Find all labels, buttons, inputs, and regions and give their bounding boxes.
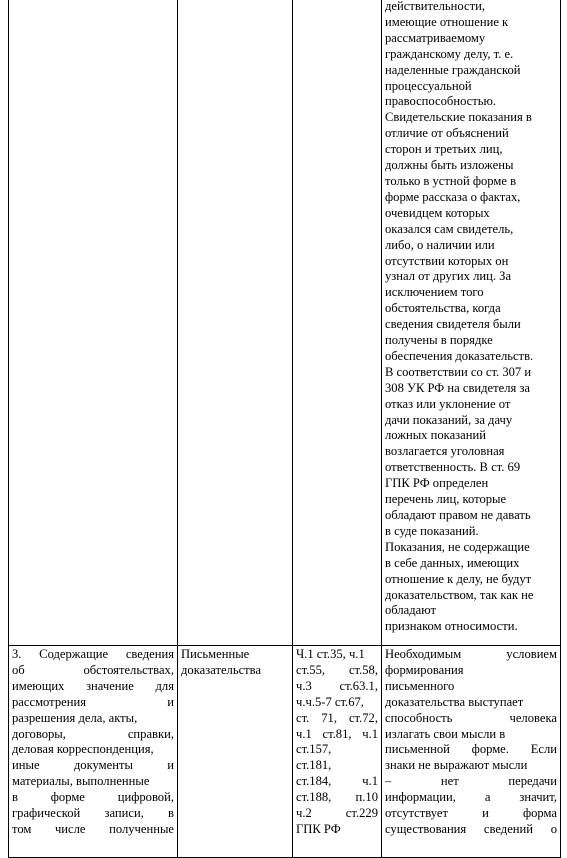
text-line: признаком относимости. [385,619,518,634]
row1-type-cell [178,0,293,646]
text-line: 308 УК РФ на свидетеля за [385,380,531,395]
text-line: ч.3 ст.63.1, [296,678,378,693]
text-line: доказательства [181,662,262,677]
row2-articles-text [296,647,378,838]
text-line: в себе данных, имеющих [385,555,520,570]
text-line: ст. 71, ст.72, [296,710,378,725]
text-line: отличие от объяснений [385,126,509,141]
row2-description-text [385,647,557,838]
text-line: об обстоятельствах, [12,662,174,677]
text-line: знаки не выражают мысли [385,758,528,773]
text-line: 3. Содержащие сведения [12,647,174,661]
text-line: существования сведений о [385,821,557,836]
text-line: информации, а значит, [385,790,557,805]
text-line: материалы, выполненные [12,774,150,789]
text-line: рассматриваемому [385,30,486,45]
text-line: ложных показаний [385,428,486,443]
text-line: письменной форме. Если [385,742,557,757]
text-line: узнал от других лиц. За [385,269,512,284]
text-line: имеющих значение для [12,678,174,693]
text-line: Свидетельские показания в [385,110,532,125]
text-line: отсутствии которых он [385,253,509,268]
text-line: дачи показаний, за дачу [385,412,513,427]
table-row [9,646,561,858]
text-line: отношение к делу, не будут [385,571,532,586]
text-line: перечень лиц, которые [385,492,507,507]
text-line: – нет передачи [385,774,557,789]
text-line: сведения свидетеля были [385,317,521,332]
row2-articles-cell [293,646,382,858]
text-line: обладают [385,603,437,618]
text-line: доказательством, так как не [385,587,534,602]
text-line: форме рассказа о фактах, [385,189,521,204]
text-line: способность человека [385,710,557,725]
text-line: обладают правом не давать [385,508,531,522]
text-line: исключением того [385,285,484,300]
text-line: Письменные [181,647,250,661]
text-line: ГПК РФ определен [385,476,489,491]
text-line: гражданскому делу, т. е. [385,46,514,61]
text-line: правоспособностью. [385,94,497,109]
text-line: оказался сам свидетель, [385,221,514,236]
text-line: в форме цифровой, [12,790,174,805]
text-line: ч.ч.5-7 ст.67, [296,694,364,709]
text-line: отказ или уклонение от [385,396,511,411]
text-line: возлагается уголовная [385,444,505,459]
text-line: ст.184, ч.1 [296,774,378,789]
text-line: обеспечения доказательств. [385,348,534,363]
text-line: ч.1 ст.81, ч.1 [296,726,378,741]
text-line: ответственность. В ст. 69 [385,460,521,475]
row2-source-text [12,647,174,838]
row2-type-text [181,647,289,679]
evidence-table [8,0,561,858]
text-line: сторон и третьих лиц, [385,142,503,157]
row1-source-cell [9,0,178,646]
text-line: ст.181, [296,758,332,773]
text-line: получены в порядке [385,333,493,348]
text-line: договоры, справки, [12,726,174,741]
row2-description-cell [382,646,561,858]
table-row [9,0,561,646]
text-line: излагать свои мысли в [385,726,506,741]
text-line: Необходимым условием [385,647,557,661]
text-line: имеющие отношение к [385,14,509,29]
text-line: должны быть изложены [385,158,514,173]
row2-type-cell [178,646,293,858]
text-line: разрешения дела, акты, [12,710,138,725]
text-line: письменного [385,678,455,693]
text-line: формирования [385,662,464,677]
text-line: отсутствует и форма [385,806,557,821]
text-line: графической записи, в [12,806,174,821]
row1-description-text [385,0,557,635]
text-line: доказательства выступает [385,694,524,709]
row1-articles-cell [293,0,382,646]
text-line: ст.55, ст.58, [296,662,378,677]
text-line: В соответствии со ст. 307 и [385,364,532,379]
text-line: только в устной форме в [385,173,517,188]
text-line: процессуальной [385,78,472,93]
text-line: иные документы и [12,758,174,773]
text-line: ст.157, [296,742,332,757]
text-line: ст.188, п.10 [296,790,378,805]
text-line: деловая корреспонденция, [12,742,154,757]
text-line: Показания, не содержащие [385,539,530,554]
text-line: действительности, [385,0,485,13]
text-line: очевидцем которых [385,205,490,220]
row1-description-cell [382,0,561,646]
text-line: в суде показаний. [385,523,479,538]
text-line: либо, о наличии или [385,237,495,252]
text-line: ч.2 ст.229 [296,806,378,821]
text-line: ГПК РФ [296,821,341,836]
text-line: Ч.1 ст.35, ч.1 [296,647,365,661]
text-line: наделенные гражданской [385,62,521,77]
row2-source-cell [9,646,178,858]
text-line: том числе полученные [12,821,174,836]
text-line: рассмотрения и [12,694,174,709]
text-line: обстоятельства, когда [385,301,501,316]
